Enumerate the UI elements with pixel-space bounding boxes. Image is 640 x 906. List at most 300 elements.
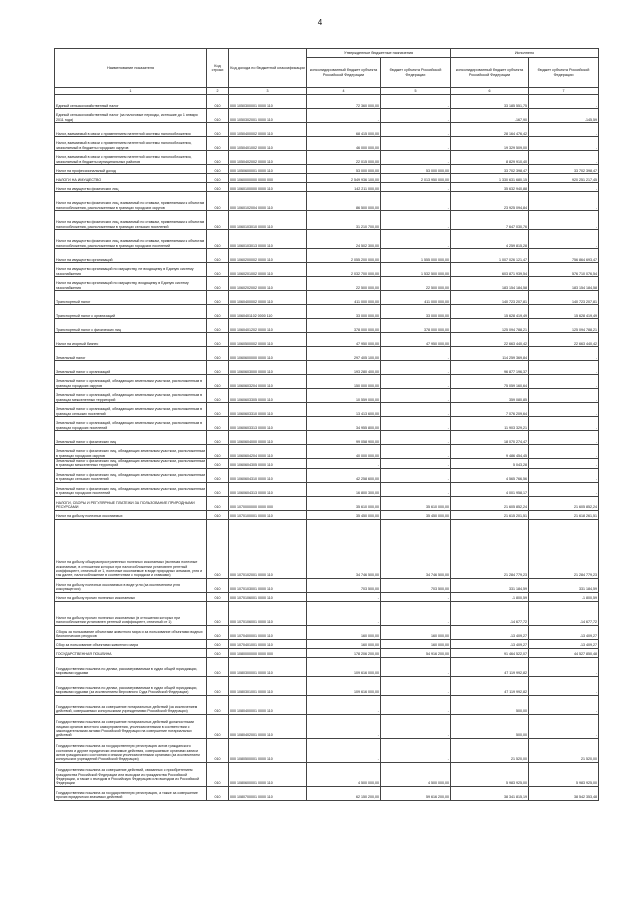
row-line-code: 010 bbox=[207, 601, 229, 625]
row-approved-consolidated: 31 210 700,00 bbox=[307, 211, 381, 230]
row-name: Государственная пошлина по делам, рассматриваемым в судах общей юрисдикции, мировыми судьями bbox=[55, 657, 207, 676]
row-name: Налог, взимаемый в связи с применением патентной системы налогообложения bbox=[55, 123, 207, 137]
row-approved-subject: 411 000 000,00 bbox=[381, 291, 451, 305]
row-line-code: 010 bbox=[207, 648, 229, 657]
row-line-code: 010 bbox=[207, 578, 229, 592]
row-approved-consolidated: 160 000,00 bbox=[307, 639, 381, 648]
row-income-code: 000 1060603310 0000 110 bbox=[229, 403, 307, 417]
row-income-code: 000 1080600001 0000 110 bbox=[229, 762, 307, 786]
row-line-code: 010 bbox=[207, 174, 229, 183]
row-income-code: 000 1060000000 0000 000 bbox=[229, 174, 307, 183]
table-row bbox=[55, 192, 599, 211]
table-row bbox=[55, 277, 599, 291]
row-approved-subject: - bbox=[381, 657, 451, 676]
row-executed-consolidated: 500,00 bbox=[451, 714, 529, 738]
row-approved-subject: - bbox=[381, 361, 451, 375]
row-line-code: 010 bbox=[207, 95, 229, 109]
row-approved-consolidated: 22 015 000,00 bbox=[307, 151, 381, 165]
row-income-code: 000 1070102001 0000 110 bbox=[229, 519, 307, 578]
row-executed-consolidated: 75 059 160,64 bbox=[451, 375, 529, 389]
row-approved-subject: 378 000 000,00 bbox=[381, 319, 451, 333]
header-line-code: Код строки bbox=[207, 49, 229, 88]
row-approved-subject: 35 450 000,00 bbox=[381, 510, 451, 519]
row-approved-consolidated: 35 610 000,00 bbox=[307, 496, 381, 510]
row-executed-consolidated: 7 076 209,64 bbox=[451, 403, 529, 417]
col-num: 1 bbox=[55, 88, 207, 95]
table-row bbox=[55, 417, 599, 431]
row-name: Земельный налог с организаций, обладающих земельным участком, расположенным в границах городских поселений bbox=[55, 417, 207, 431]
row-executed-subject: 576 710 076,54 bbox=[529, 263, 599, 277]
row-executed-consolidated: 603 871 939,54 bbox=[451, 263, 529, 277]
row-executed-subject: 33 702 398,47 bbox=[529, 165, 599, 174]
row-executed-subject: - bbox=[529, 375, 599, 389]
row-name: Налог, взимаемый в связи с применением патентной системы налогообложения, зачисляемый в бюджеты муниципальных районов bbox=[55, 151, 207, 165]
row-name: Налог на имущество организаций по имуществу, не входящему в Единую систему газоснабжения bbox=[55, 263, 207, 277]
table-row bbox=[55, 389, 599, 403]
row-name: Государственная пошлина за совершение действий, связанных с приобретением гражданства Российской Федерации или выходом из гражданства Российской Федерации, а также с въездом в Российскую Федерацию или выездом из Российской Федерации bbox=[55, 762, 207, 786]
row-approved-subject: - bbox=[381, 347, 451, 361]
row-executed-consolidated: 23 925 094,84 bbox=[451, 192, 529, 211]
row-executed-subject: - bbox=[529, 192, 599, 211]
row-executed-consolidated: 140 723 207,81 bbox=[451, 291, 529, 305]
col-num: 4 bbox=[307, 88, 381, 95]
col-num: 3 bbox=[229, 88, 307, 95]
row-name: Налог на игорный бизнес bbox=[55, 333, 207, 347]
row-executed-subject: - bbox=[529, 695, 599, 714]
row-approved-consolidated: 4 500 000,00 bbox=[307, 762, 381, 786]
row-approved-subject: 1 555 000 000,00 bbox=[381, 249, 451, 263]
row-approved-subject: - bbox=[381, 109, 451, 123]
row-approved-consolidated: 16 800 300,00 bbox=[307, 482, 381, 496]
row-executed-subject: 125 094 788,21 bbox=[529, 319, 599, 333]
row-executed-subject: - bbox=[529, 123, 599, 137]
row-executed-subject: - bbox=[529, 445, 599, 459]
row-executed-subject: - bbox=[529, 389, 599, 403]
row-approved-subject: - bbox=[381, 95, 451, 109]
header-executed-consolidated: консолидированный бюджет субъекта Российской Федерации bbox=[451, 58, 529, 88]
row-executed-consolidated: 33 185 551,75 bbox=[451, 95, 529, 109]
row-income-code: 000 1060400002 0000 110 bbox=[229, 291, 307, 305]
row-executed-subject: - bbox=[529, 657, 599, 676]
table-row bbox=[55, 183, 599, 192]
row-income-code: 000 1060202002 0000 110 bbox=[229, 277, 307, 291]
row-approved-consolidated: 13 413 600,00 bbox=[307, 403, 381, 417]
row-executed-consolidated: 15 628 419,49 bbox=[451, 305, 529, 319]
row-executed-subject: - bbox=[529, 211, 599, 230]
row-executed-subject: - bbox=[529, 676, 599, 695]
row-executed-consolidated: 359 080,85 bbox=[451, 389, 529, 403]
row-approved-subject: - bbox=[381, 151, 451, 165]
row-income-code: 000 1050402002 0000 110 bbox=[229, 151, 307, 165]
row-line-code: 010 bbox=[207, 123, 229, 137]
row-executed-subject: - bbox=[529, 431, 599, 445]
row-executed-subject: 44 527 850,48 bbox=[529, 648, 599, 657]
row-approved-subject: 160 000,00 bbox=[381, 625, 451, 639]
table-row bbox=[55, 305, 599, 319]
table-row bbox=[55, 137, 599, 151]
row-approved-subject: 33 000 000,00 bbox=[381, 305, 451, 319]
row-approved-consolidated: - bbox=[307, 601, 381, 625]
row-name: Государственная пошлина за совершение нотариальных действий должностными лицами органов местного самоуправления, уполномоченными в соответствии с законодательными актами Российской Федерации на совершение нотариальных действий bbox=[55, 714, 207, 738]
table-row bbox=[55, 174, 599, 183]
row-executed-consolidated: -14 677,72 bbox=[451, 601, 529, 625]
table-row bbox=[55, 375, 599, 389]
row-line-code: 010 bbox=[207, 738, 229, 762]
row-name: Транспортный налог с физических лиц bbox=[55, 319, 207, 333]
row-executed-subject: - bbox=[529, 361, 599, 375]
row-executed-consolidated: 35 632 940,88 bbox=[451, 183, 529, 192]
row-name: Налог на имущество физических лиц, взимаемый по ставкам, применяемым к объектам налогообложения, расположенным в границах сельских поселений bbox=[55, 211, 207, 230]
row-income-code: 000 1060603204 0000 110 bbox=[229, 375, 307, 389]
row-approved-subject: - bbox=[381, 123, 451, 137]
row-approved-subject: - bbox=[381, 482, 451, 496]
row-name: Земельный налог с физических лиц, обладающих земельным участком, расположенным в границах городских округов bbox=[55, 445, 207, 459]
row-approved-consolidated: 47 950 000,00 bbox=[307, 333, 381, 347]
row-executed-subject: - bbox=[529, 459, 599, 469]
table-row bbox=[55, 482, 599, 496]
header-income-code: Код дохода по бюджетной классификации bbox=[229, 49, 307, 88]
row-line-code: 010 bbox=[207, 109, 229, 123]
table-row bbox=[55, 695, 599, 714]
row-line-code: 010 bbox=[207, 417, 229, 431]
row-approved-consolidated: 42 258 600,00 bbox=[307, 468, 381, 482]
row-executed-subject: 756 864 693,47 bbox=[529, 249, 599, 263]
header-approved: Утвержденные бюджетные назначения bbox=[307, 49, 451, 58]
row-approved-subject: - bbox=[381, 459, 451, 469]
table-row bbox=[55, 249, 599, 263]
row-executed-subject: 21 284 779,23 bbox=[529, 519, 599, 578]
row-line-code: 010 bbox=[207, 183, 229, 192]
row-line-code: 010 bbox=[207, 657, 229, 676]
table-row bbox=[55, 519, 599, 578]
row-income-code: 000 1050300001 0000 110 bbox=[229, 95, 307, 109]
row-line-code: 010 bbox=[207, 347, 229, 361]
row-line-code: 010 bbox=[207, 468, 229, 482]
row-name: Налог, взимаемый в связи с применением патентной системы налогообложения, зачисляемый в бюджеты городских округов bbox=[55, 137, 207, 151]
row-line-code: 010 bbox=[207, 211, 229, 230]
table-row bbox=[55, 123, 599, 137]
row-approved-consolidated: 2 549 936 100,00 bbox=[307, 174, 381, 183]
row-income-code: 000 1060500002 0000 110 bbox=[229, 333, 307, 347]
row-approved-consolidated: 10 559 000,00 bbox=[307, 389, 381, 403]
row-line-code: 010 bbox=[207, 361, 229, 375]
row-income-code: 000 1070401001 0000 110 bbox=[229, 639, 307, 648]
table-row bbox=[55, 738, 599, 762]
row-name: Налог на добычу прочих полезных ископаемых bbox=[55, 592, 207, 601]
row-line-code: 010 bbox=[207, 519, 229, 578]
row-income-code: 000 1080400001 0000 110 bbox=[229, 695, 307, 714]
row-executed-subject: - bbox=[529, 137, 599, 151]
table-row bbox=[55, 263, 599, 277]
row-executed-subject: 15 628 419,49 bbox=[529, 305, 599, 319]
row-approved-subject: - bbox=[381, 211, 451, 230]
row-name: Земельный налог с физических лиц bbox=[55, 431, 207, 445]
row-line-code: 010 bbox=[207, 165, 229, 174]
row-name: ГОСУДАРСТВЕННАЯ ПОШЛИНА bbox=[55, 648, 207, 657]
row-approved-consolidated: 86 500 000,00 bbox=[307, 192, 381, 211]
row-approved-subject: - bbox=[381, 137, 451, 151]
row-income-code: 000 1060103013 0000 110 bbox=[229, 230, 307, 249]
header-approved-consolidated: консолидированный бюджет субъекта Российской Федерации bbox=[307, 58, 381, 88]
row-executed-consolidated: 33 702 398,47 bbox=[451, 165, 529, 174]
header-approved-subject: бюджет субъекта Российской Федерации bbox=[381, 58, 451, 88]
row-approved-consolidated: 160 000,00 bbox=[307, 625, 381, 639]
row-executed-consolidated: 11 903 329,21 bbox=[451, 417, 529, 431]
row-line-code: 010 bbox=[207, 319, 229, 333]
row-executed-subject: 183 154 184,58 bbox=[529, 277, 599, 291]
row-executed-subject: 21 520,00 bbox=[529, 738, 599, 762]
row-name: Налог на имущество организаций по имуществу, входящему в Единую систему газоснабжения bbox=[55, 277, 207, 291]
row-approved-subject: 22 500 000,00 bbox=[381, 277, 451, 291]
row-approved-subject: 1 532 500 000,00 bbox=[381, 263, 451, 277]
row-approved-subject: 59 616 200,00 bbox=[381, 786, 451, 800]
row-approved-consolidated: 35 450 000,00 bbox=[307, 510, 381, 519]
table-row bbox=[55, 786, 599, 800]
row-income-code: 000 1060103010 0000 110 bbox=[229, 211, 307, 230]
row-approved-consolidated: 24 502 300,00 bbox=[307, 230, 381, 249]
row-line-code: 010 bbox=[207, 431, 229, 445]
row-executed-consolidated: 4 001 958,17 bbox=[451, 482, 529, 496]
row-line-code: 010 bbox=[207, 263, 229, 277]
row-executed-subject: 22 663 440,42 bbox=[529, 333, 599, 347]
row-executed-consolidated: 4 565 766,56 bbox=[451, 468, 529, 482]
row-executed-subject: - bbox=[529, 95, 599, 109]
row-executed-subject: 21 618 261,51 bbox=[529, 510, 599, 519]
row-approved-consolidated: - bbox=[307, 695, 381, 714]
row-executed-subject: - bbox=[529, 347, 599, 361]
row-name: Налог на имущество физических лиц, взимаемый по ставкам, применяемым к объектам налогообложения, расположенным в границах городских поселений bbox=[55, 230, 207, 249]
table-row bbox=[55, 510, 599, 519]
row-income-code: 000 1060200002 0000 110 bbox=[229, 249, 307, 263]
row-approved-subject: - bbox=[381, 192, 451, 211]
row-income-code: 000 1050401002 0000 110 bbox=[229, 137, 307, 151]
row-executed-consolidated: -13 409,27 bbox=[451, 639, 529, 648]
row-name: НАЛОГИ, СБОРЫ И РЕГУЛЯРНЫЕ ПЛАТЕЖИ ЗА ПОЛЬЗОВАНИЕ ПРИРОДНЫМИ РЕСУРСАМИ bbox=[55, 496, 207, 510]
row-name: Земельный налог с организаций bbox=[55, 361, 207, 375]
row-executed-subject: -14 677,72 bbox=[529, 601, 599, 625]
row-income-code: 000 1060603000 0000 110 bbox=[229, 361, 307, 375]
row-executed-consolidated: 18 070 274,47 bbox=[451, 431, 529, 445]
row-executed-consolidated: 47 119 992,82 bbox=[451, 657, 529, 676]
row-executed-consolidated: 21 520,00 bbox=[451, 738, 529, 762]
row-approved-subject: - bbox=[381, 375, 451, 389]
header-executed-subject: бюджет субъекта Российской Федерации bbox=[529, 58, 599, 88]
row-approved-subject: - bbox=[381, 592, 451, 601]
table-row bbox=[55, 601, 599, 625]
row-line-code: 010 bbox=[207, 403, 229, 417]
row-line-code: 010 bbox=[207, 592, 229, 601]
table-row bbox=[55, 403, 599, 417]
table-row bbox=[55, 431, 599, 445]
row-approved-subject: - bbox=[381, 230, 451, 249]
row-executed-consolidated: 1 007 026 121,47 bbox=[451, 249, 529, 263]
row-income-code: 000 1060201002 0000 110 bbox=[229, 263, 307, 277]
row-line-code: 010 bbox=[207, 714, 229, 738]
row-approved-subject: 35 610 000,00 bbox=[381, 496, 451, 510]
row-name: Налог на имущество физических лиц, взимаемый по ставкам, применяемым к объектам налогообложения, расположенным в границах городских округов bbox=[55, 192, 207, 211]
row-name: Налог на профессиональный доход bbox=[55, 165, 207, 174]
row-approved-subject: - bbox=[381, 183, 451, 192]
row-approved-subject: 54 916 200,00 bbox=[381, 648, 451, 657]
row-executed-consolidated: 9 486 454,45 bbox=[451, 445, 529, 459]
row-approved-subject: - bbox=[381, 676, 451, 695]
row-income-code: 000 1050400002 0000 110 bbox=[229, 123, 307, 137]
row-name: Земельный налог с организаций, обладающих земельным участком, расположенным в границах сельских поселений bbox=[55, 403, 207, 417]
row-approved-consolidated: 72 360 000,00 bbox=[307, 95, 381, 109]
row-name: НАЛОГИ НА ИМУЩЕСТВО bbox=[55, 174, 207, 183]
row-approved-consolidated: 40 000 000,00 bbox=[307, 445, 381, 459]
row-approved-consolidated: - bbox=[307, 738, 381, 762]
header-name: Наименование показателя bbox=[55, 49, 207, 88]
row-approved-consolidated: - bbox=[307, 459, 381, 469]
row-executed-consolidated: 91 464 522,07 bbox=[451, 648, 529, 657]
row-line-code: 010 bbox=[207, 445, 229, 459]
row-approved-consolidated: 2 055 200 000,00 bbox=[307, 249, 381, 263]
row-line-code: 010 bbox=[207, 277, 229, 291]
row-line-code: 010 bbox=[207, 639, 229, 648]
row-approved-consolidated: 99 058 900,00 bbox=[307, 431, 381, 445]
row-executed-consolidated: -13 409,27 bbox=[451, 625, 529, 639]
row-name: Налог на имущество физических лиц bbox=[55, 183, 207, 192]
row-approved-subject: - bbox=[381, 468, 451, 482]
row-line-code: 010 bbox=[207, 676, 229, 695]
row-line-code: 010 bbox=[207, 230, 229, 249]
row-approved-consolidated: - bbox=[307, 714, 381, 738]
row-executed-consolidated: 19 329 509,00 bbox=[451, 137, 529, 151]
table-row bbox=[55, 496, 599, 510]
table-row bbox=[55, 230, 599, 249]
row-executed-consolidated: -1 800,59 bbox=[451, 592, 529, 601]
row-income-code: 000 1060604313 0000 110 bbox=[229, 482, 307, 496]
row-executed-consolidated: 500,00 bbox=[451, 695, 529, 714]
row-approved-subject: 47 950 000,00 bbox=[381, 333, 451, 347]
row-line-code: 010 bbox=[207, 786, 229, 800]
row-executed-subject: - bbox=[529, 468, 599, 482]
row-executed-subject: - bbox=[529, 183, 599, 192]
row-income-code: 000 1080700001 0000 110 bbox=[229, 786, 307, 800]
table-body bbox=[55, 95, 599, 801]
row-name: Земельный налог с организаций, обладающих земельным участком, расположенным в границах межселенных территорий bbox=[55, 389, 207, 403]
row-name: Сборы за пользование объектами животного мира и за пользование объектами водных биологических ресурсов bbox=[55, 625, 207, 639]
col-num: 7 bbox=[529, 88, 599, 95]
row-approved-subject: - bbox=[381, 714, 451, 738]
row-executed-consolidated: 183 154 184,58 bbox=[451, 277, 529, 291]
row-name: Государственная пошлина за государственную регистрацию актов гражданского состояния и другие юридически значимые действия, совершаемые органами записи актов гражданского состояния и иными уполномоченными органами (за исключением консульских учреждений Российской Федерации) bbox=[55, 738, 207, 762]
row-line-code: 010 bbox=[207, 375, 229, 389]
row-approved-consolidated: 378 000 000,00 bbox=[307, 319, 381, 333]
row-line-code: 010 bbox=[207, 305, 229, 319]
row-executed-consolidated: 1 330 631 680,15 bbox=[451, 174, 529, 183]
row-name: Земельный налог с физических лиц, обладающих земельным участком, расположенным в границах межселенных территорий bbox=[56, 459, 205, 468]
row-line-code: 010 bbox=[207, 459, 229, 469]
row-income-code: 000 1050600001 0000 110 bbox=[229, 165, 307, 174]
row-executed-subject: 5 983 925,00 bbox=[529, 762, 599, 786]
row-executed-subject: - bbox=[529, 417, 599, 431]
row-executed-subject: -13 409,27 bbox=[529, 625, 599, 639]
row-executed-consolidated: 114 259 369,84 bbox=[451, 347, 529, 361]
table-row bbox=[55, 639, 599, 648]
row-approved-consolidated: 411 000 000,00 bbox=[307, 291, 381, 305]
row-name: Земельный налог с физических лиц, обладающих земельным участком, расположенным в границах городских поселений bbox=[55, 482, 207, 496]
table-row bbox=[55, 347, 599, 361]
row-executed-subject: - bbox=[529, 482, 599, 496]
row-name: Земельный налог с физических лиц, обладающих земельным участком, расположенным в границах сельских поселений bbox=[55, 468, 207, 482]
table-row bbox=[55, 676, 599, 695]
row-line-code: 010 bbox=[207, 496, 229, 510]
table-row bbox=[55, 95, 599, 109]
row-approved-consolidated: 22 500 000,00 bbox=[307, 277, 381, 291]
table-row bbox=[55, 361, 599, 375]
row-name: Транспортный налог с организаций bbox=[55, 305, 207, 319]
page-number: 4 bbox=[317, 18, 323, 27]
row-income-code: 000 1080000000 0000 000 bbox=[229, 648, 307, 657]
row-executed-consolidated: 7 647 030,76 bbox=[451, 211, 529, 230]
col-num: 2 bbox=[207, 88, 229, 95]
row-executed-subject: - bbox=[529, 230, 599, 249]
row-approved-consolidated: 34 955 800,00 bbox=[307, 417, 381, 431]
row-approved-consolidated: 703 500,00 bbox=[307, 578, 381, 592]
row-approved-consolidated: 142 211 000,00 bbox=[307, 183, 381, 192]
row-line-code: 010 bbox=[207, 249, 229, 263]
row-line-code: 010 bbox=[207, 625, 229, 639]
row-approved-consolidated: - bbox=[307, 592, 381, 601]
row-income-code: 000 1060603313 0000 110 bbox=[229, 417, 307, 431]
table-row bbox=[55, 151, 599, 165]
row-line-code: 010 bbox=[207, 333, 229, 347]
row-executed-subject: 331 184,59 bbox=[529, 578, 599, 592]
row-income-code: 000 1080500001 0000 110 bbox=[229, 738, 307, 762]
row-approved-consolidated: 34 746 500,00 bbox=[307, 519, 381, 578]
row-executed-subject: 920 251 217,45 bbox=[529, 174, 599, 183]
col-num: 5 bbox=[381, 88, 451, 95]
row-income-code: 000 1060604204 0000 110 bbox=[229, 445, 307, 459]
row-name: Налог на добычу общераспространенных полезных ископаемых (включая полезные ископаемые, в отношении которых при налогообложении установлен рентный коэффициент, отличный от 1, полезные ископаемые в виде природных алмазов, угля и так далее, налогообложение в соответствии с порядком и ставками) bbox=[55, 519, 207, 578]
header-executed: Исполнено bbox=[451, 49, 599, 58]
table-row bbox=[55, 714, 599, 738]
row-approved-consolidated: 33 000 000,00 bbox=[307, 305, 381, 319]
row-approved-subject: 34 746 500,00 bbox=[381, 519, 451, 578]
row-approved-consolidated: 53 000 000,00 bbox=[307, 165, 381, 174]
row-executed-consolidated: 28 164 476,42 bbox=[451, 123, 529, 137]
table-row bbox=[55, 319, 599, 333]
row-name: Налог на добычу прочих полезных ископаемых (в отношении которых при налогообложении установлен рентный коэффициент, отличный от 1) bbox=[55, 601, 207, 625]
row-name: Налог на имущество организаций bbox=[55, 249, 207, 263]
row-executed-consolidated: 5 043,28 bbox=[451, 459, 529, 469]
row-executed-subject: - bbox=[529, 151, 599, 165]
row-income-code: 000 1060401202 0000 110 bbox=[229, 319, 307, 333]
table-row bbox=[55, 211, 599, 230]
row-line-code: 010 bbox=[207, 510, 229, 519]
row-approved-subject: 53 000 000,00 bbox=[381, 165, 451, 174]
table-row bbox=[55, 333, 599, 347]
row-line-code: 010 bbox=[207, 482, 229, 496]
table-row bbox=[55, 592, 599, 601]
row-income-code: 000 1060401102 0000 110 bbox=[229, 305, 307, 319]
table-row bbox=[55, 657, 599, 676]
table-row bbox=[55, 468, 599, 482]
row-executed-subject: 21 605 852,24 bbox=[529, 496, 599, 510]
row-approved-subject: - bbox=[381, 417, 451, 431]
row-approved-subject: 2 013 950 000,00 bbox=[381, 174, 451, 183]
row-approved-subject: - bbox=[381, 601, 451, 625]
row-executed-consolidated: 8 829 910,40 bbox=[451, 151, 529, 165]
table-row bbox=[55, 625, 599, 639]
row-income-code: 000 1070106001 0000 110 bbox=[229, 601, 307, 625]
row-income-code: 000 1060102004 0000 110 bbox=[229, 192, 307, 211]
row-executed-subject: -1 800,59 bbox=[529, 592, 599, 601]
budget-execution-table bbox=[54, 48, 599, 801]
row-income-code: 000 1070103001 0000 110 bbox=[229, 578, 307, 592]
